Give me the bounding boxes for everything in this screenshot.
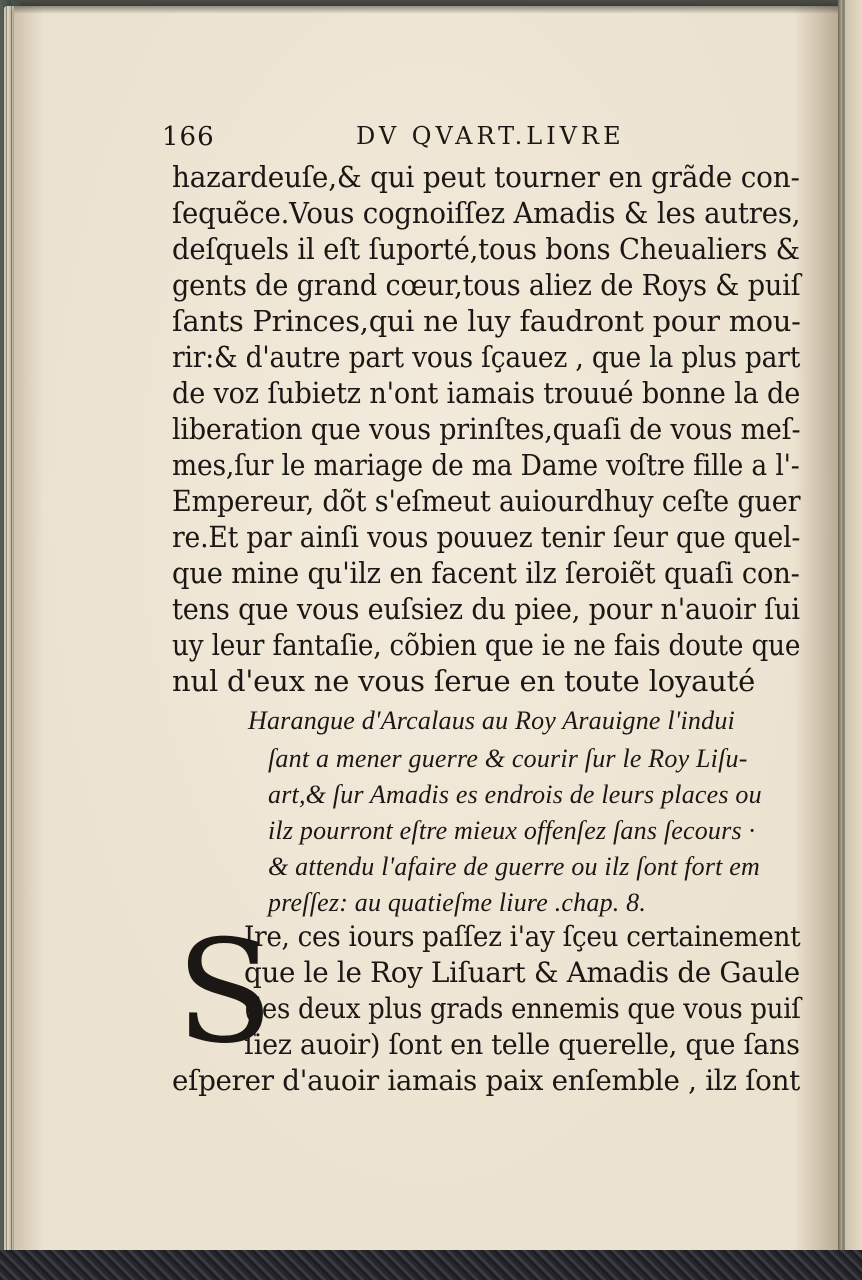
body-line: ſants Princes,qui ne luy faudront pour mou-	[172, 304, 801, 338]
chapter-heading-line: ilz pourront eſtre mieux offenſez ſans ſecours ·	[268, 816, 756, 845]
body-line: Empereur, dõt s'eſmeut auiourdhuy ceſte guer	[172, 484, 801, 518]
body-line: re.Et par ainſi vous pouuez tenir ſeur que quel-	[172, 520, 801, 554]
body-line: que mine qu'ilz en facent ilz ſeroiẽt quaſi con-	[172, 556, 800, 590]
speech-line: Ire, ces iours paſſez i'ay ſçeu certainement	[244, 920, 801, 953]
running-head: DV QVART.LIVRE	[356, 122, 625, 150]
body-line: deſquels il eſt ſuporté,tous bons Cheualiers &	[172, 232, 800, 266]
chapter-heading-line: art,& ſur Amadis es endrois de leurs places ou	[268, 780, 762, 809]
chapter-heading-line: & attendu l'afaire de guerre ou ilz ſont fort em	[268, 852, 761, 881]
body-line: mes,ſur le mariage de ma Dame voſtre fille a l'-	[172, 448, 800, 482]
speech-line: que le le Roy Liſuart & Amadis de Gaule	[244, 956, 800, 989]
body-line: ſequẽce.Vous cognoiſſez Amadis & les autres,	[172, 196, 801, 230]
speech-line: eſperer d'auoir iamais paix enſemble , ilz ſont	[172, 1064, 800, 1097]
speech-line: (les deux plus grads ennemis que vous puiſ	[244, 992, 801, 1025]
page-number: 166	[162, 122, 215, 152]
body-line: liberation que vous prinſtes,quaſi de vous meſ-	[172, 412, 801, 446]
body-line: hazardeuſe,& qui peut tourner en grãde con-	[172, 160, 800, 194]
body-line: uy leur fantaſie, cõbien que ie ne fais doute que	[172, 628, 801, 662]
body-line: nul d'eux ne vous ſerue en toute loyauté	[172, 664, 756, 698]
chapter-heading-line: preſſez: au quatieſme liure .chap. 8.	[268, 888, 647, 917]
chapter-heading-line: ſant a mener guerre & courir ſur le Roy Liſu-	[268, 744, 748, 773]
body-line: rir:& d'autre part vous ſçauez , que la plus part	[172, 340, 801, 374]
body-line: tens que vous euſsiez du piee, pour n'auoir ſui	[172, 592, 800, 626]
drop-cap: S	[176, 910, 274, 1075]
body-line: gents de grand cœur,tous aliez de Roys & puiſ	[172, 268, 801, 302]
body-line: de voz ſubietz n'ont iamais trouué bonne la de	[172, 376, 801, 410]
chapter-heading-line: Harangue d'Arcalaus au Roy Arauigne l'indui	[248, 706, 735, 735]
speech-line: ſiez auoir) ſont en telle querelle, que ſans	[244, 1028, 800, 1061]
